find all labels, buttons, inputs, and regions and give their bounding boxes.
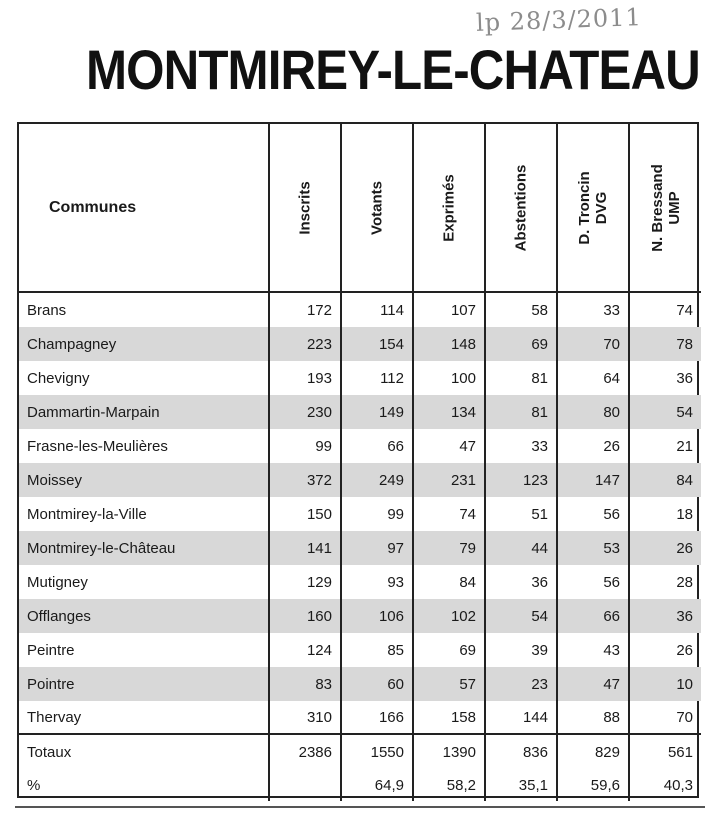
table-row xyxy=(19,429,701,463)
cell-commune: Offlanges xyxy=(19,599,269,633)
cell-value: 83 xyxy=(269,667,341,701)
cell-value: 18 xyxy=(629,497,701,531)
cell-commune: Montmirey-la-Ville xyxy=(27,505,147,523)
percent-row xyxy=(19,769,701,801)
cell-commune: Dammartin-Marpain xyxy=(19,395,269,429)
header-exprimes-label: Exprimés xyxy=(440,173,458,242)
header-inscrits xyxy=(269,124,341,292)
cell-value: 230 xyxy=(269,395,341,429)
header-bressand xyxy=(629,124,701,292)
cell-value: 80 xyxy=(557,395,629,429)
table-row xyxy=(19,667,701,701)
cell-value: 154 xyxy=(341,327,413,361)
cell-value: 310 xyxy=(269,701,341,734)
cell-value: 372 xyxy=(269,463,341,497)
cell-value: 53 xyxy=(557,531,629,565)
header-inscrits-label: Inscrits xyxy=(296,180,314,235)
total-value: 2386 xyxy=(269,734,341,769)
cell-value: 26 xyxy=(629,633,701,667)
cell-value: 148 xyxy=(413,327,485,361)
header-abstentions xyxy=(485,124,557,292)
cell-value: 193 xyxy=(269,361,341,395)
cell-value: 144 xyxy=(485,701,557,734)
cell-value: 57 xyxy=(413,667,485,701)
cell-value: 36 xyxy=(629,599,701,633)
results-table xyxy=(19,124,701,801)
cell-value: 66 xyxy=(341,429,413,463)
cell-value: 160 xyxy=(269,599,341,633)
cell-value: 36 xyxy=(629,361,701,395)
cell-value: 97 xyxy=(341,531,413,565)
page-title: MONTMIREY-LE-CHATEAU xyxy=(86,38,700,101)
cell-commune: Chevigny xyxy=(27,369,90,387)
cell-value: 147 xyxy=(557,463,629,497)
cell-value: 123 xyxy=(485,463,557,497)
table-row xyxy=(19,701,701,734)
cell-commune: Brans xyxy=(27,301,67,319)
cell-value: 114 xyxy=(341,292,413,327)
cell-value: 112 xyxy=(341,361,413,395)
cell-value: 124 xyxy=(269,633,341,667)
cell-commune: Peintre xyxy=(27,641,75,659)
cell-value: 36 xyxy=(485,565,557,599)
cell-value: 47 xyxy=(557,667,629,701)
cell-commune: Montmirey-le-Château xyxy=(19,531,269,565)
cell-value: 158 xyxy=(413,701,485,734)
percent-value: 58,2 xyxy=(413,769,485,801)
cell-value: 28 xyxy=(629,565,701,599)
cell-value: 33 xyxy=(557,292,629,327)
cell-value: 78 xyxy=(629,327,701,361)
cell-value: 23 xyxy=(485,667,557,701)
header-abstentions-label: Abstentions xyxy=(512,164,530,251)
total-value: 1550 xyxy=(341,734,413,769)
total-value: 1390 xyxy=(413,734,485,769)
cell-value: 100 xyxy=(413,361,485,395)
header-communes: Communes xyxy=(19,124,269,292)
table-row xyxy=(19,497,701,531)
totals-label: Totaux xyxy=(19,734,269,769)
cell-commune: Champagney xyxy=(19,327,269,361)
cell-value: 64 xyxy=(557,361,629,395)
cell-value: 149 xyxy=(341,395,413,429)
totals-row xyxy=(19,734,701,769)
cell-value: 150 xyxy=(269,497,341,531)
percent-value: 59,6 xyxy=(557,769,629,801)
cell-value: 74 xyxy=(629,292,701,327)
cell-value: 47 xyxy=(413,429,485,463)
table-row xyxy=(19,599,701,633)
cell-value: 69 xyxy=(413,633,485,667)
table-row xyxy=(19,531,701,565)
cell-commune: Thervay xyxy=(27,708,82,726)
total-value: 561 xyxy=(629,734,701,769)
cell-value: 10 xyxy=(629,667,701,701)
table-row xyxy=(19,565,701,599)
cell-value: 39 xyxy=(485,633,557,667)
total-value: 836 xyxy=(485,734,557,769)
total-value: 829 xyxy=(557,734,629,769)
cell-value: 85 xyxy=(341,633,413,667)
cell-value: 88 xyxy=(557,701,629,734)
cell-value: 106 xyxy=(341,599,413,633)
header-votants-label: Votants xyxy=(368,180,386,235)
cell-value: 43 xyxy=(557,633,629,667)
cell-value: 134 xyxy=(413,395,485,429)
table-row xyxy=(19,292,701,327)
percent-value: 35,1 xyxy=(485,769,557,801)
cell-value: 99 xyxy=(269,429,341,463)
cell-value: 66 xyxy=(557,599,629,633)
cell-value: 81 xyxy=(485,361,557,395)
cell-value: 223 xyxy=(269,327,341,361)
cell-value: 93 xyxy=(341,565,413,599)
header-votants xyxy=(341,124,413,292)
header-troncin-label: D. Troncin DVG xyxy=(576,170,610,245)
table-row xyxy=(19,327,701,361)
header-exprimes xyxy=(413,124,485,292)
cell-value: 84 xyxy=(413,565,485,599)
cell-value: 166 xyxy=(341,701,413,734)
cell-value: 44 xyxy=(485,531,557,565)
results-table-frame xyxy=(17,122,699,798)
cell-value: 141 xyxy=(269,531,341,565)
cell-value: 54 xyxy=(629,395,701,429)
cell-value: 60 xyxy=(341,667,413,701)
bottom-rule xyxy=(15,806,705,808)
cell-value: 74 xyxy=(413,497,485,531)
cell-value: 70 xyxy=(557,327,629,361)
table-row xyxy=(19,463,701,497)
cell-value: 81 xyxy=(485,395,557,429)
table-row xyxy=(19,633,701,667)
percent-value: 64,9 xyxy=(341,769,413,801)
cell-value: 69 xyxy=(485,327,557,361)
cell-value: 172 xyxy=(269,292,341,327)
header-bressand-label: N. Bressand UMP xyxy=(648,163,683,252)
cell-value: 249 xyxy=(341,463,413,497)
cell-value: 84 xyxy=(629,463,701,497)
cell-value: 21 xyxy=(629,429,701,463)
header-row xyxy=(19,124,701,292)
cell-value: 54 xyxy=(485,599,557,633)
cell-value: 231 xyxy=(413,463,485,497)
cell-value: 56 xyxy=(557,497,629,531)
cell-value: 56 xyxy=(557,565,629,599)
header-troncin xyxy=(557,124,629,292)
cell-value: 51 xyxy=(485,497,557,531)
percent-value xyxy=(269,769,341,801)
cell-commune: Frasne-les-Meulières xyxy=(27,437,168,455)
cell-value: 58 xyxy=(485,292,557,327)
cell-value: 129 xyxy=(269,565,341,599)
cell-value: 99 xyxy=(341,497,413,531)
cell-commune: Mutigney xyxy=(27,573,88,591)
cell-value: 26 xyxy=(629,531,701,565)
percent-label: % xyxy=(27,776,41,794)
cell-value: 26 xyxy=(557,429,629,463)
cell-commune: Pointre xyxy=(19,667,269,701)
cell-value: 102 xyxy=(413,599,485,633)
handwritten-date-note: lp 28/3/2011 xyxy=(475,3,643,37)
table-row xyxy=(19,395,701,429)
cell-value: 79 xyxy=(413,531,485,565)
cell-commune: Moissey xyxy=(19,463,269,497)
table-row xyxy=(19,361,701,395)
percent-value: 40,3 xyxy=(629,769,701,801)
cell-value: 33 xyxy=(485,429,557,463)
cell-value: 107 xyxy=(413,292,485,327)
cell-value: 70 xyxy=(629,701,701,734)
